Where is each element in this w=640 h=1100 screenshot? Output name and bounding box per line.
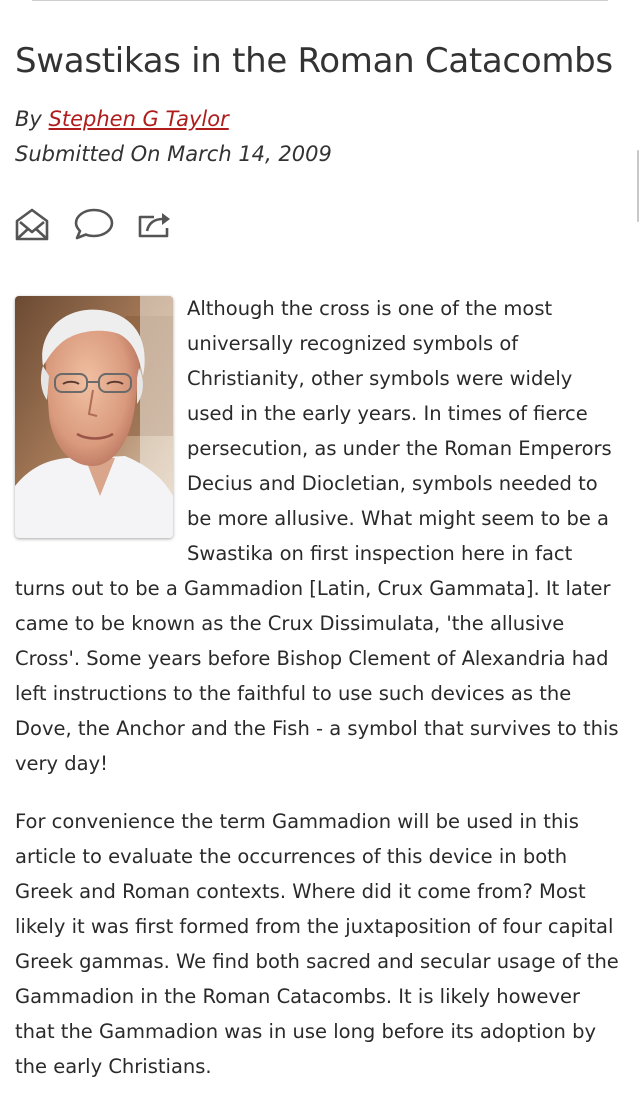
scrollbar-thumb[interactable] [637,150,639,222]
author-link[interactable]: Stephen G Taylor [48,107,229,131]
paragraph-1 [15,291,625,781]
email-button[interactable] [15,206,49,246]
article-actions [15,206,175,246]
comment-icon [73,207,115,241]
paragraph-2: For convenience the term Gammadion will be used in this article to evaluate the occurrences of this device in both Greek and Roman contexts. Where did it come from? Most likely it was first formed from the juxtaposition of four capital Greek gammas. We find both sacred and secular usage of the Gammadion in the Roman Catacombs. It is likely however that the Gammadion was in use long before its adoption by the early Christians. [15,810,619,1078]
share-icon [137,209,175,239]
author-photo [15,296,173,538]
article-body [15,291,625,1100]
byline [15,102,229,136]
share-button[interactable] [137,209,175,243]
top-divider [32,0,608,1]
email-icon [15,206,49,242]
paragraph-1-text: Although the cross is one of the most universally recognized symbols of Christianity, other symbols were widely used in the early years. In times of fierce persecution, as under the Roman Emperors Decius and Diocletian, symbols needed to be more allusive. What might seem to be a Swastika on first inspection here in fact turns out to be a Gammadion [Latin, Crux Gammata]. It later came to be known as the Crux Dissimulata, 'the allusive Cross'. Some years before Bishop Clement of Alexandria had left instructions to the faithful to use such devices as the Dove, the Anchor and the Fish - a symbol that survives to this very day! [15,297,619,775]
comment-button[interactable] [73,207,115,245]
byline-prefix: By [15,107,42,131]
article-title: Swastikas in the Roman Catacombs [15,41,613,81]
submitted-date: Submitted On March 14, 2009 [15,142,332,166]
